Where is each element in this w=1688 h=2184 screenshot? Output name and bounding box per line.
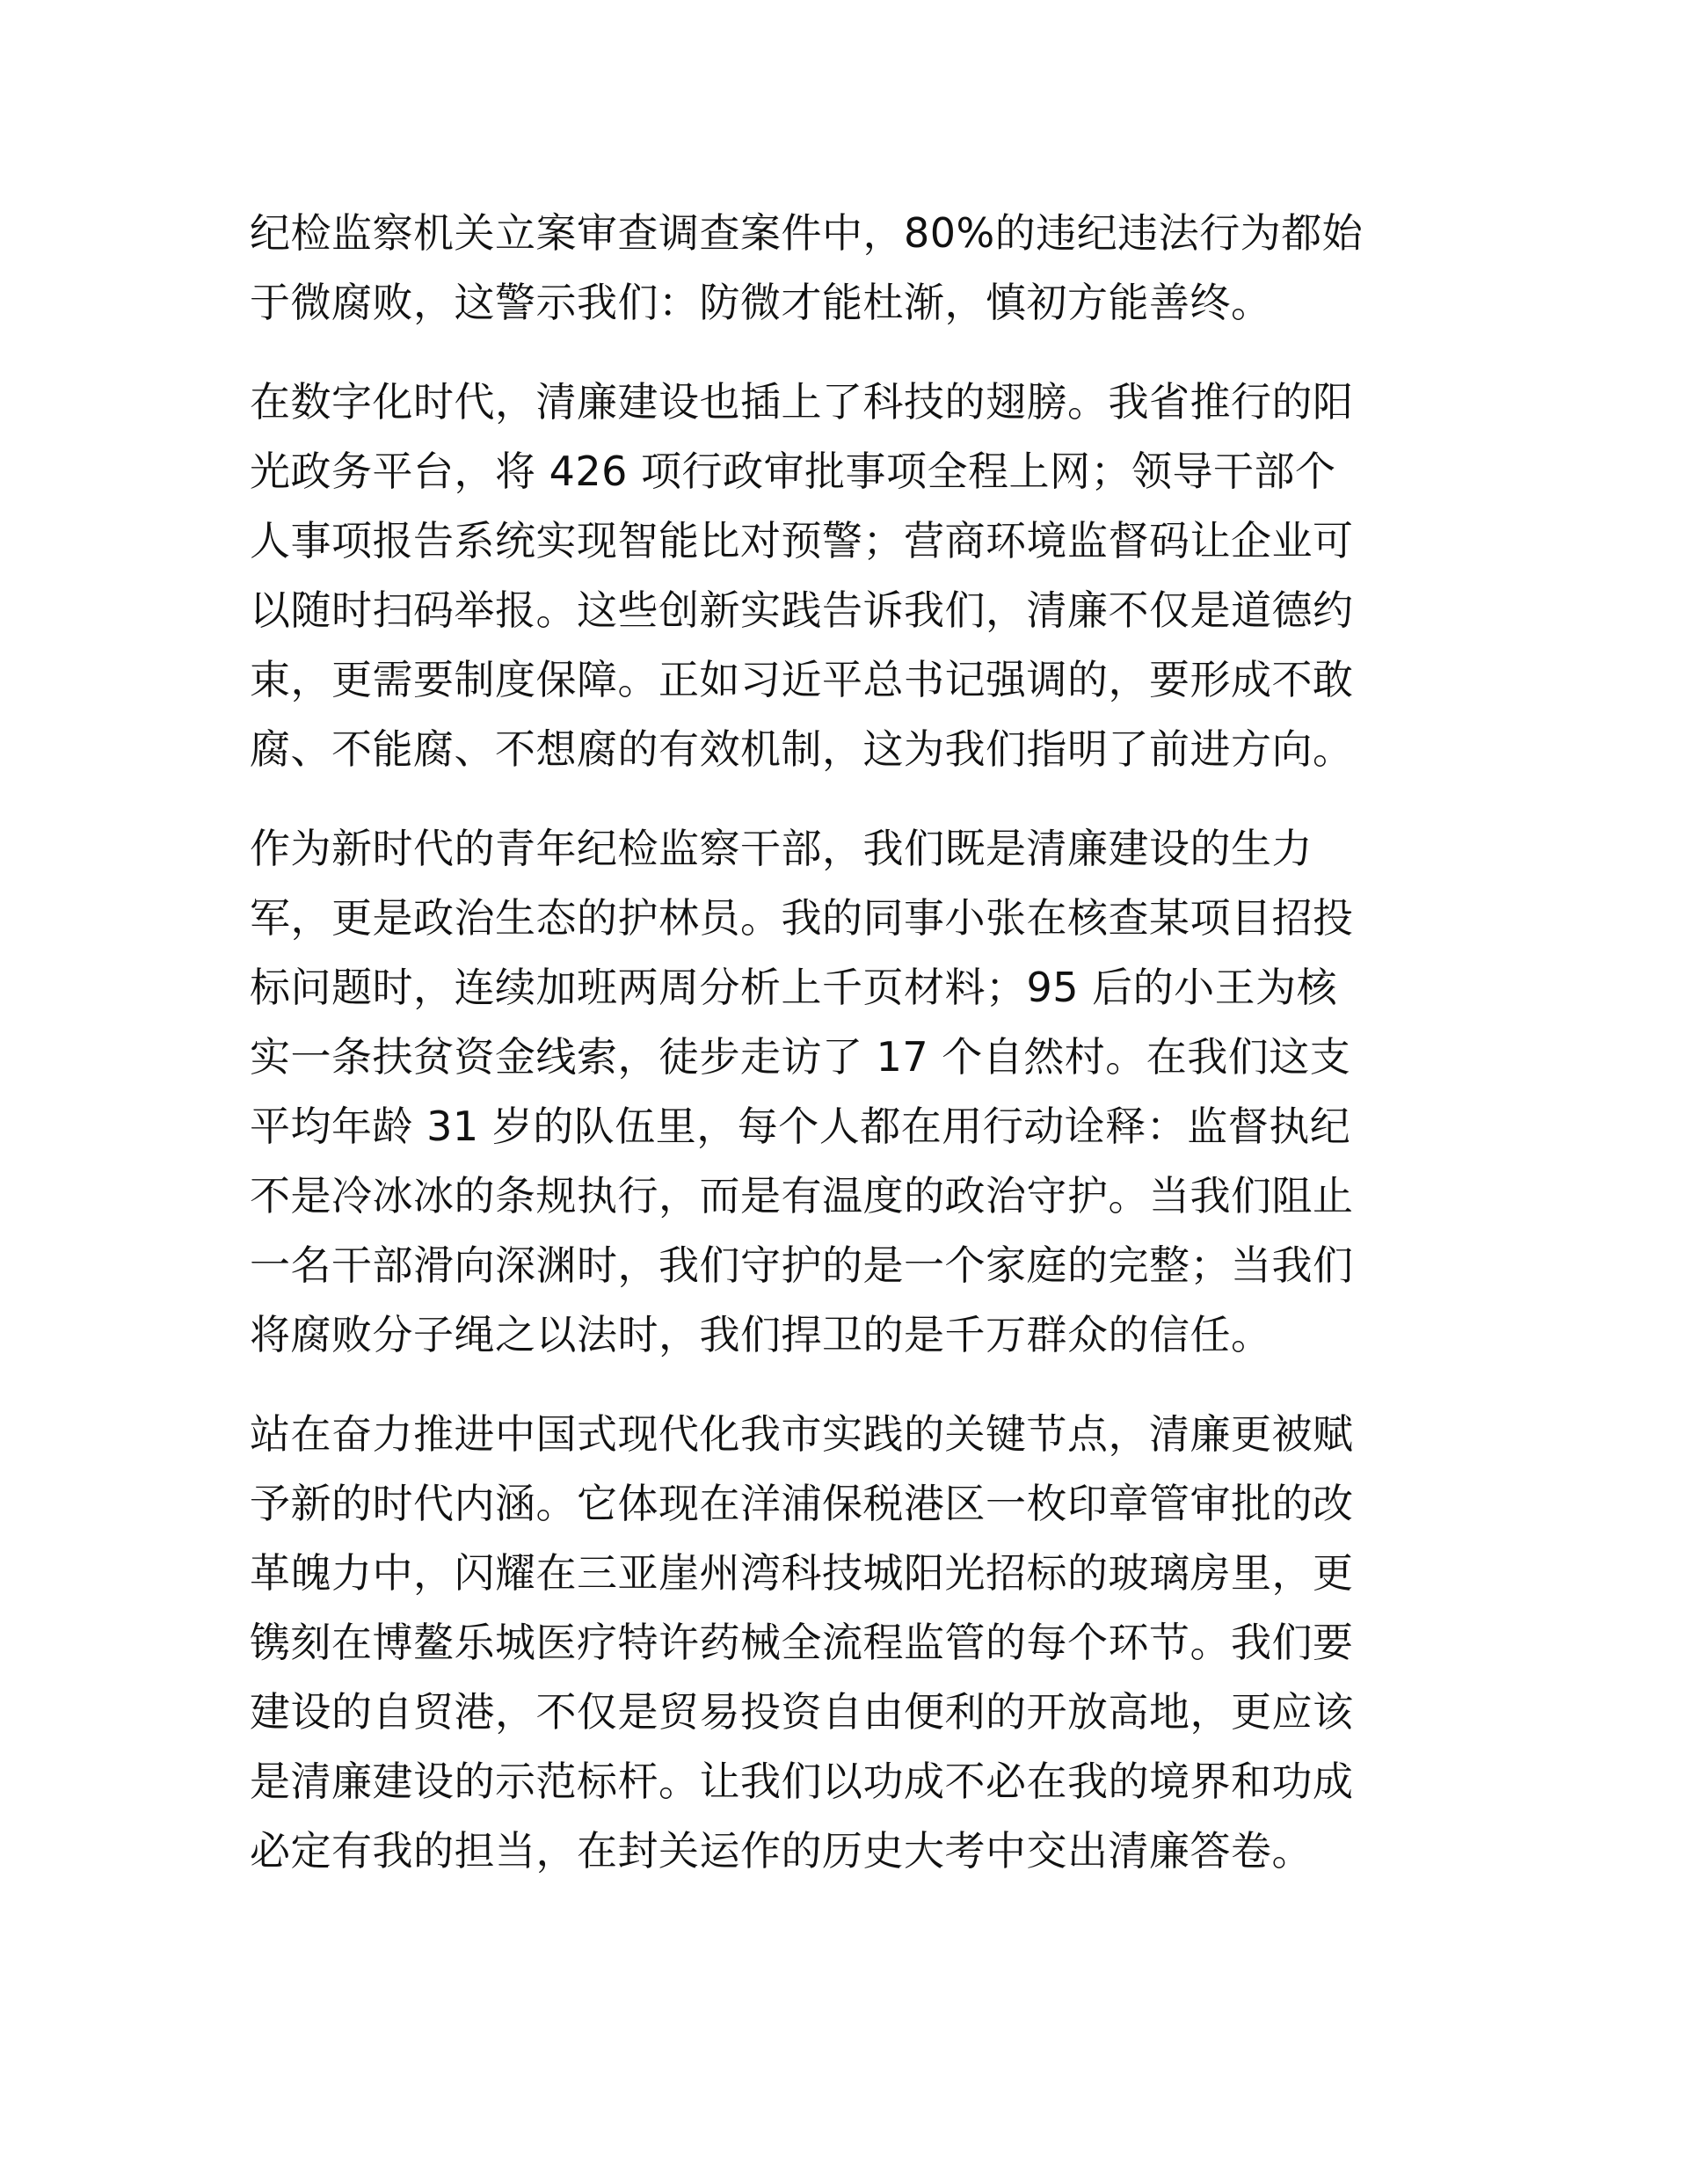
text-line: 一名干部滑向深渊时，我们守护的是一个家庭的完整；当我们 [250, 1241, 1354, 1289]
paragraph-4 [250, 1400, 1442, 1886]
text-line: 建设的自贸港，不仅是贸易投资自由便利的开放高地，更应该 [250, 1688, 1354, 1736]
text-line: 镌刻在博鳌乐城医疗特许药械全流程监管的每个环节。我们要 [250, 1619, 1354, 1666]
text-line: 于微腐败，这警示我们：防微才能杜渐，慎初方能善终。 [250, 279, 1272, 326]
text-line: 实一条扶贫资金线索，徒步走访了 17 个自然村。在我们这支 [250, 1033, 1351, 1081]
text-line: 站在奋力推进中国式现代化我市实践的关键节点，清廉更被赋 [250, 1410, 1354, 1458]
paragraph-3 [250, 814, 1442, 1370]
document-body [250, 199, 1442, 1916]
text-line: 是清廉建设的示范标杆。让我们以功成不必在我的境界和功成 [250, 1758, 1354, 1805]
text-line: 予新的时代内涵。它体现在洋浦保税港区一枚印章管审批的改 [250, 1480, 1354, 1527]
text-line: 光政务平台，将 426 项行政审批事项全程上网；领导干部个 [250, 448, 1336, 495]
text-line: 军，更是政治生态的护林员。我的同事小张在核查某项目招投 [250, 894, 1354, 942]
text-line: 腐、不能腐、不想腐的有效机制，这为我们指明了前进方向。 [250, 725, 1354, 773]
text-line: 将腐败分子绳之以法时，我们捍卫的是千万群众的信任。 [250, 1311, 1272, 1358]
text-line: 必定有我的担当，在封关运作的历史大考中交出清廉答卷。 [250, 1827, 1313, 1875]
paragraph-1 [250, 199, 1442, 338]
text-line: 作为新时代的青年纪检监察干部，我们既是清廉建设的生力 [250, 825, 1313, 872]
paragraph-2 [250, 368, 1442, 784]
text-line: 在数字化时代，清廉建设也插上了科技的翅膀。我省推行的阳 [250, 378, 1354, 426]
text-line: 纪检监察机关立案审查调查案件中，80%的违纪违法行为都始 [250, 209, 1364, 257]
text-line: 平均年龄 31 岁的队伍里，每个人都在用行动诠释：监督执纪 [250, 1103, 1351, 1150]
text-line: 人事项报告系统实现智能比对预警；营商环境监督码让企业可 [250, 517, 1354, 564]
text-line: 革魄力中，闪耀在三亚崖州湾科技城阳光招标的玻璃房里，更 [250, 1549, 1354, 1597]
text-line: 标问题时，连续加班两周分析上千页材料；95 后的小王为核 [250, 964, 1338, 1011]
text-line: 束，更需要制度保障。正如习近平总书记强调的，要形成不敢 [250, 656, 1354, 703]
text-line: 以随时扫码举报。这些创新实践告诉我们，清廉不仅是道德约 [250, 586, 1354, 634]
text-line: 不是冷冰冰的条规执行，而是有温度的政治守护。当我们阻止 [250, 1172, 1354, 1219]
